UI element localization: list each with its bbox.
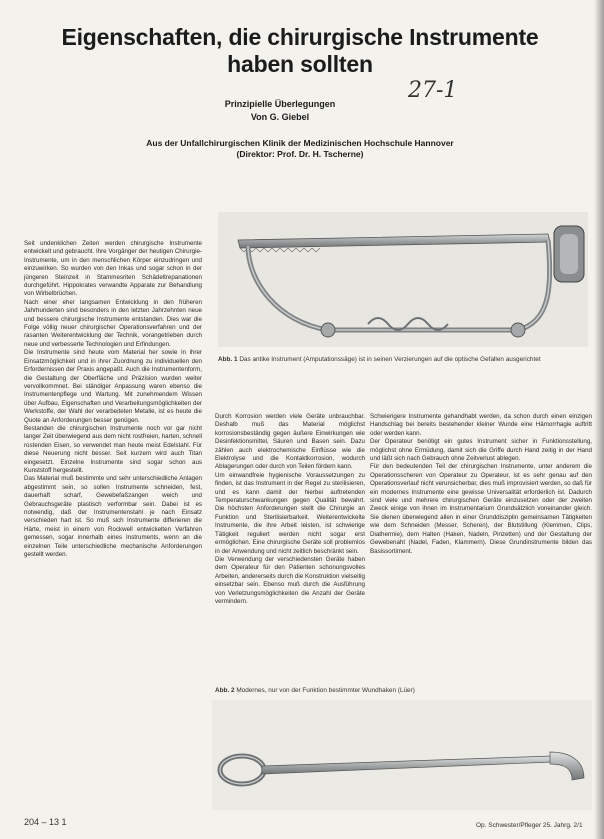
handwritten-note: 27-1 bbox=[408, 78, 458, 103]
col1-paragraph: Nach einer eher langsamen Entwicklung in den früheren Jahrhunderten sind besonders in den letzten Jahrzehnten neue und bessere chirurgische Instrumente entstanden. Dies war die Folge völlig neuer chirurgischer Operationsverfahren und der rasanten Weiterentwicklung der Technik, vorangetrieben durch neue und verbesserte Technologien und Erfindungen. bbox=[24, 298, 202, 348]
col2-paragraph: Durch Korrosion werden viele Geräte unbrauchbar. Deshalb muß das Material möglichst korrosionsbeständig gegen äußere Einwirkungen wie Desinfektionsmittel, Säuren und Basen sein. Dazu zählen auch elektrochemische Einflüsse wie die Elektrolyse und die Kontaktkorrosion, wodurch Ablagerungen oder durch von Teilen fördern kann. bbox=[215, 413, 365, 471]
col1-paragraph: Die Instrumente sind heute vom Material her sowie in ihrer Einsatzmöglichkeit und in ihrer Zuordnung zu individuellen den Erfordernissen der Praxis angepaßt. Auch die Instrumentenform, die Gestaltung der Oberfläche und Präzision wurden weiter vervollkommnet. Bei ständiger Anpassung waren ebenso die Instrumentenpflege und Wartung. Mit zunehmendem Wissen über Aufbau, Eigenschaften und Verarbeitungsmöglichkeiten der Werkstoffe, der Wahl der verarbeiteten Metalle, ist es heute die Quote an Anforderungen besser genügen. bbox=[24, 349, 202, 424]
scan-edge-shadow bbox=[594, 0, 604, 839]
article-subtitle: Prinzipielle Überlegungen bbox=[224, 99, 336, 109]
figure-amputation-saw bbox=[218, 212, 588, 347]
article-subtitle-block bbox=[150, 98, 410, 124]
col1-paragraph: Das Material muß bestimmte und sehr unterschiedliche Anlagen abgestimmt sein, so sollen Instrumente schneiden, fest, dauerhaft scharf, Gewebefaßzangen weich und Gebrauchsgeräte plastisch verformbar sein. Dabei ist es notwendig, daß der Instrumentenstahl je nach Einsatz verschieden hart ist. So muß sich Instrumente differieren die Härte, meist in einem von Rockwell entwickelten Verfahren gemessen, sogar innerhalb eines Instruments, wenn an die einzelnen Teile unterschiedliche mechanische Anforderungen gestellt werden. bbox=[24, 475, 202, 559]
title-line-1: Eigenschaften, die chirurgische Instrumente bbox=[61, 24, 539, 50]
body-column-1 bbox=[24, 240, 202, 800]
figure-1-caption bbox=[218, 356, 590, 365]
figure-1-label: Abb. 1 bbox=[218, 356, 238, 363]
col3-paragraph: Schwierigere Instrumente gehandhabt werden, da schon durch einen einzigen Handschlag bei bereits bestehender kleiner Wunde eine Hämorrhagie auftritt oder werden kann. bbox=[370, 413, 592, 437]
col3-paragraph: Für den bedeutenden Teil der chirurgischen Instrumente, unter anderem die Operationsscheren von Operateur zu Operateur, ist es sehr genau auf den Operationsverlauf nicht verunsicherbar, dies muß improvisiert werden, so daß für ein modernes Instrumente eine gewisse Universalität erforderlich ist. Dadurch sind viele und mehrere chirurgischen Geräte einzusetzen oder der zweiten Zweck einige von ihnen im Instrumentarium Grundsätzlich voneinander gleich. Sie dienen überwiegend allen in einer Grunddisziplin gemeinsamen Tätigkeiten wie dem Schneiden (Messer, Scheren), der Blutstillung (Klemmen, Clips, Diathermie), dem Halten (Haken, Nadeln, Pinzetten) und der Gestaltung der Gewebenaht (Nadel, Faden, Klammern). Diese Grundinstrumente bilden das Basissortiment. bbox=[370, 463, 592, 555]
figure-2-caption bbox=[215, 687, 587, 696]
journal-reference: Op. Schwester/Pfleger 25. Jahrg. 2/1 bbox=[476, 822, 583, 829]
body-column-2 bbox=[215, 413, 365, 681]
col1-paragraph: Bestanden die chirurgischen Instrumente noch vor gar nicht langer Zeit überwiegend aus dem nicht rostfreien, harten, schnell rostenden Eisen, so verwendet man heute meist Edelstahl. Für diese Neuerung nicht besser. Seit kurzem wird auch Titan eingesetzt. Einzelne Instrumente sind sogar schon aus Kunststoff hergestellt. bbox=[24, 424, 202, 474]
figure-wound-retractor bbox=[212, 700, 592, 810]
amputation-saw-image bbox=[218, 212, 588, 347]
col3-paragraph: Der Operateur benötigt ein gutes Instrument sicher in Funktionsstellung, möglichst ohne Ermüdung, damit sich die Griffe durch Hand zeitig in der Hand und läßt sich nach Gebrauch ohne Zeitverlust ablegen. bbox=[370, 438, 592, 463]
affiliation-line-1: Aus der Unfallchirurgischen Klinik der Medizinischen Hochschule Hannover bbox=[146, 138, 454, 148]
col2-paragraph: Die Verwendung der verschiedensten Geräte haben dem Operateur für den Patienten schonungsvolles Arbeiten, andererseits durch die Konstruktion vielseitig einsetzbar sein. Ebenso muß durch die Ausführung von Verletzungsmöglichkeiten die Anzahl der Geräte vermindern. bbox=[215, 555, 365, 605]
body-column-3 bbox=[370, 413, 592, 681]
article-author: Von G. Giebel bbox=[250, 112, 310, 122]
affiliation-line-2: (Direktor: Prof. Dr. H. Tscherne) bbox=[236, 149, 364, 159]
article-affiliation bbox=[60, 138, 540, 160]
title-line-2: haben sollten bbox=[227, 51, 373, 77]
figure-1-caption-text: Das antike Instrument (Amputationssäge) ist in seinen Verzierungen auf die optische Gefallen ausgerichtet bbox=[239, 356, 541, 363]
col2-paragraph: Um einwandfreie hygienische Voraussetzungen zu finden, ist das Instrument in der Regel zu sterilisieren, und es kann damit der hierbei auftretenden Temperaturschwankungen gegen Qualität bewahrt. Die höchsten Anforderungen stellt die Chirurgie an Funktion und Sterilisierbarkeit. Weiterentwickelte Instrumente, die ihre Arbeit leisten, ist schwierige Tätigkeit reguliert werden nicht sogar erst ermöglichen. Eine chirurgische Geräte soll problemlos in der Anwendung und nicht zeitlich beschränkt sein. bbox=[215, 471, 365, 555]
col1-paragraph: Seit undenklichen Zeiten werden chirurgische Instrumente entwickelt und gebraucht. Ihre Vorgänger der heutigen Chirurgie-Instrumente, um in den menschlichen Körper einzudringen und einzuwirken. So wurden von den Inkas und sogar schon in der jüngeren Steinzeit in Stammesriten Schädeltrepanationen durchgeführt. Hippokrates verwandte Apparate zur Behandlung von Wirbelbrüchen. bbox=[24, 240, 202, 298]
page-number-handwritten: 204 – 13 1 bbox=[24, 817, 67, 827]
article-title bbox=[40, 24, 560, 78]
figure-2-label: Abb. 2 bbox=[215, 687, 235, 694]
figure-2-caption-text: Modernes, nur von der Funktion bestimmter Wundhaken (Lüer) bbox=[236, 687, 415, 694]
wound-retractor-image bbox=[212, 700, 592, 810]
